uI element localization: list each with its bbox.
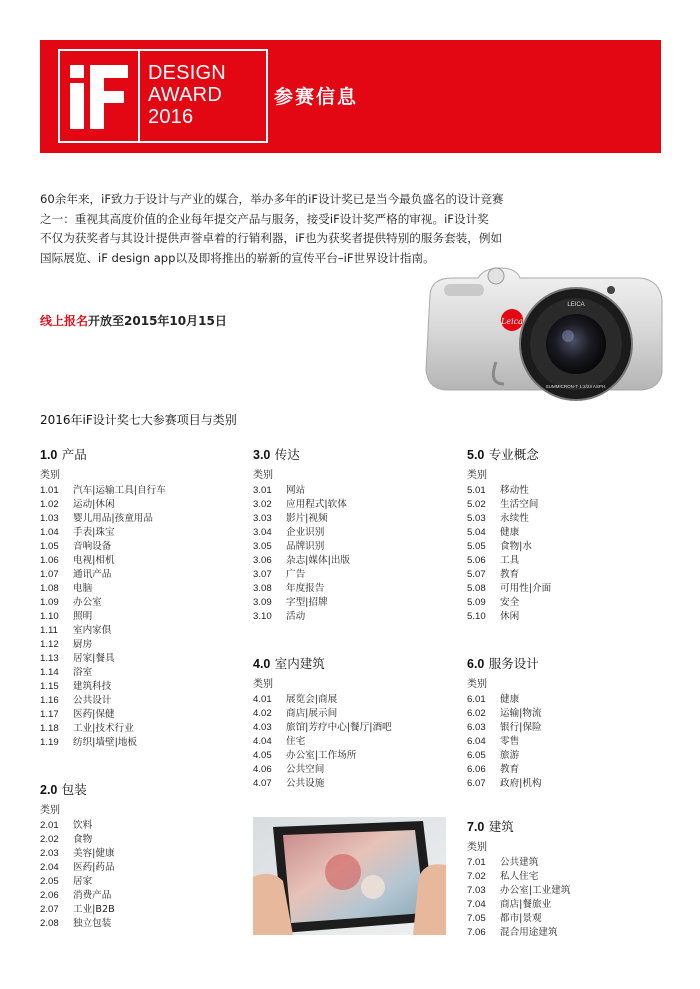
category-professional-concept (467, 445, 667, 624)
list-item: 5.03 永续性 (467, 513, 529, 524)
intro-line: 之一：重视其高度价值的企业每年提交产品与服务，接受iF设计奖严格的审视。iF设计奖 (40, 211, 489, 226)
list-item: 2.01 饮料 (40, 820, 93, 831)
list-item: 1.01 汽车|运输工具|自行车 (40, 485, 166, 496)
list-item: 7.04 商店|餐旅业 (467, 899, 552, 910)
list-item: 3.03 影片|视频 (253, 513, 328, 524)
category-subheading: 类别 (253, 470, 273, 481)
tablet-photo-image (253, 817, 446, 935)
list-item: 4.02 商店|展示间 (253, 708, 338, 719)
intro-line: 国际展览、iF design app以及即将推出的崭新的宣传平台–iF世界设计指南。 (40, 250, 435, 265)
list-item: 1.11 室内家俱 (40, 625, 112, 636)
category-interior-architecture (253, 654, 463, 791)
category-heading: 6.0 服务设计 (467, 656, 539, 671)
list-item: 2.02 食物 (40, 834, 93, 845)
category-packaging (40, 780, 240, 931)
category-heading: 3.0 传达 (253, 447, 300, 462)
list-item: 6.02 运输|物流 (467, 708, 542, 719)
list-item: 3.02 应用程式|软体 (253, 499, 347, 510)
list-item: 7.05 都市|景观 (467, 913, 542, 924)
list-item: 1.16 公共设计 (40, 695, 112, 706)
leica-camera-image (408, 262, 668, 410)
list-item: 2.05 居家 (40, 876, 93, 887)
category-service-design (467, 654, 667, 791)
category-subheading: 类别 (467, 842, 487, 853)
intro-paragraph (40, 190, 520, 268)
list-item: 2.06 消费产品 (40, 890, 112, 901)
list-item: 5.02 生活空间 (467, 499, 539, 510)
list-item: 5.10 休闲 (467, 611, 520, 622)
list-item: 4.05 办公室|工作场所 (253, 750, 357, 761)
page-title: 参赛信息 (274, 86, 359, 108)
category-heading: 1.0 产品 (40, 447, 87, 462)
list-item: 5.09 安全 (467, 597, 520, 608)
logo-divider (138, 51, 140, 141)
registration-notice (40, 312, 227, 329)
list-item: 5.01 移动性 (467, 485, 529, 496)
list-item: 1.19 纺织|墙壁|地板 (40, 737, 138, 748)
if-logo-mark (70, 65, 128, 129)
category-heading: 4.0 室内建筑 (253, 656, 325, 671)
category-subheading: 类别 (253, 679, 273, 690)
list-item: 4.03 旅馆|芳疗中心|餐厅|酒吧 (253, 722, 392, 733)
list-item: 6.07 政府|机构 (467, 778, 542, 789)
list-item: 6.01 健康 (467, 694, 520, 705)
logo-line-year: 2016 (148, 106, 194, 128)
category-architecture (467, 817, 667, 940)
category-subheading: 类别 (467, 470, 487, 481)
lens-model-text: SUMMICRON-T 1:2/23 ASPH. (545, 384, 607, 389)
list-item: 1.15 建筑科技 (40, 681, 112, 692)
list-item: 1.14 浴室 (40, 667, 93, 678)
list-item: 3.01 网站 (253, 485, 306, 496)
list-item: 5.07 教育 (467, 569, 520, 580)
registration-deadline: 开放至2015年10月15日 (88, 314, 227, 328)
list-item: 1.03 婴儿用品|孩童用品 (40, 513, 153, 524)
list-item: 1.17 医药|保健 (40, 709, 115, 720)
list-item: 7.01 公共建筑 (467, 857, 539, 868)
list-item: 4.07 公共设施 (253, 778, 325, 789)
header-banner (40, 40, 661, 153)
list-item: 7.03 办公室|工业建筑 (467, 885, 571, 896)
list-item: 4.04 住宅 (253, 736, 306, 747)
list-item: 3.07 广告 (253, 569, 306, 580)
list-item: 6.03 银行|保险 (467, 722, 542, 733)
list-item: 3.05 品牌识别 (253, 541, 325, 552)
list-item: 2.03 美容|健康 (40, 848, 115, 859)
list-item: 1.13 居家|餐具 (40, 653, 115, 664)
category-subheading: 类别 (467, 679, 487, 690)
list-item: 5.04 健康 (467, 527, 520, 538)
category-heading: 7.0 建筑 (467, 819, 514, 834)
list-item: 5.08 可用性|介面 (467, 583, 552, 594)
list-item: 4.06 公共空间 (253, 764, 325, 775)
list-item: 3.04 企业识别 (253, 527, 325, 538)
list-item: 3.06 杂志|媒体|出版 (253, 555, 351, 566)
list-item: 2.04 医药|药品 (40, 862, 115, 873)
list-item: 3.08 年度报告 (253, 583, 325, 594)
list-item: 1.02 运动|休闲 (40, 499, 115, 510)
list-item: 1.07 通讯产品 (40, 569, 112, 580)
list-item: 1.04 手表|珠宝 (40, 527, 115, 538)
list-item: 1.09 办公室 (40, 597, 102, 608)
list-item: 2.08 独立包装 (40, 918, 112, 929)
category-communication (253, 445, 453, 624)
online-registration-link[interactable]: 线上报名 (40, 314, 89, 328)
list-item: 3.09 字型|招牌 (253, 597, 328, 608)
category-heading: 2.0 包装 (40, 782, 87, 797)
list-item: 5.06 工具 (467, 555, 520, 566)
list-item: 1.18 工业|技术行业 (40, 723, 134, 734)
list-item: 5.05 食物|水 (467, 541, 533, 552)
logo-line-design: DESIGN (148, 62, 226, 84)
category-subheading: 类别 (40, 470, 60, 481)
logo-line-award: AWARD (148, 84, 222, 106)
list-item: 6.06 教育 (467, 764, 520, 775)
intro-line: 60余年来，iF致力于设计与产业的媒合，举办多年的iF设计奖已是当今最负盛名的设计竞赛 (40, 192, 504, 206)
list-item: 1.06 电视|相机 (40, 555, 115, 566)
list-item: 1.05 音响设备 (40, 541, 112, 552)
category-product (40, 445, 240, 750)
category-subheading: 类别 (40, 805, 60, 816)
intro-line: 不仅为获奖者与其设计提供声誉卓着的行销利器，iF也为获奖者提供特别的服务套装，例如 (40, 231, 503, 245)
categories-section-title: 2016年iF设计奖七大参赛项目与类别 (40, 413, 237, 427)
category-heading: 5.0 专业概念 (467, 447, 539, 462)
list-item: 6.05 旅游 (467, 750, 520, 761)
list-item: 1.08 电脑 (40, 583, 93, 594)
list-item: 3.10 活动 (253, 611, 306, 622)
list-item: 7.06 混合用途建筑 (467, 927, 558, 938)
list-item: 1.10 照明 (40, 611, 93, 622)
list-item: 4.01 展览会|商展 (253, 694, 338, 705)
camera-brand-text: Leica (501, 317, 523, 326)
list-item: 1.12 厨房 (40, 639, 93, 650)
lens-brand-text: LEICA (567, 302, 585, 308)
logo-wordmark (148, 62, 226, 128)
list-item: 6.04 零售 (467, 736, 520, 747)
if-design-award-logo (58, 49, 268, 143)
list-item: 7.02 私人住宅 (467, 871, 539, 882)
list-item: 2.07 工业|B2B (40, 904, 115, 915)
